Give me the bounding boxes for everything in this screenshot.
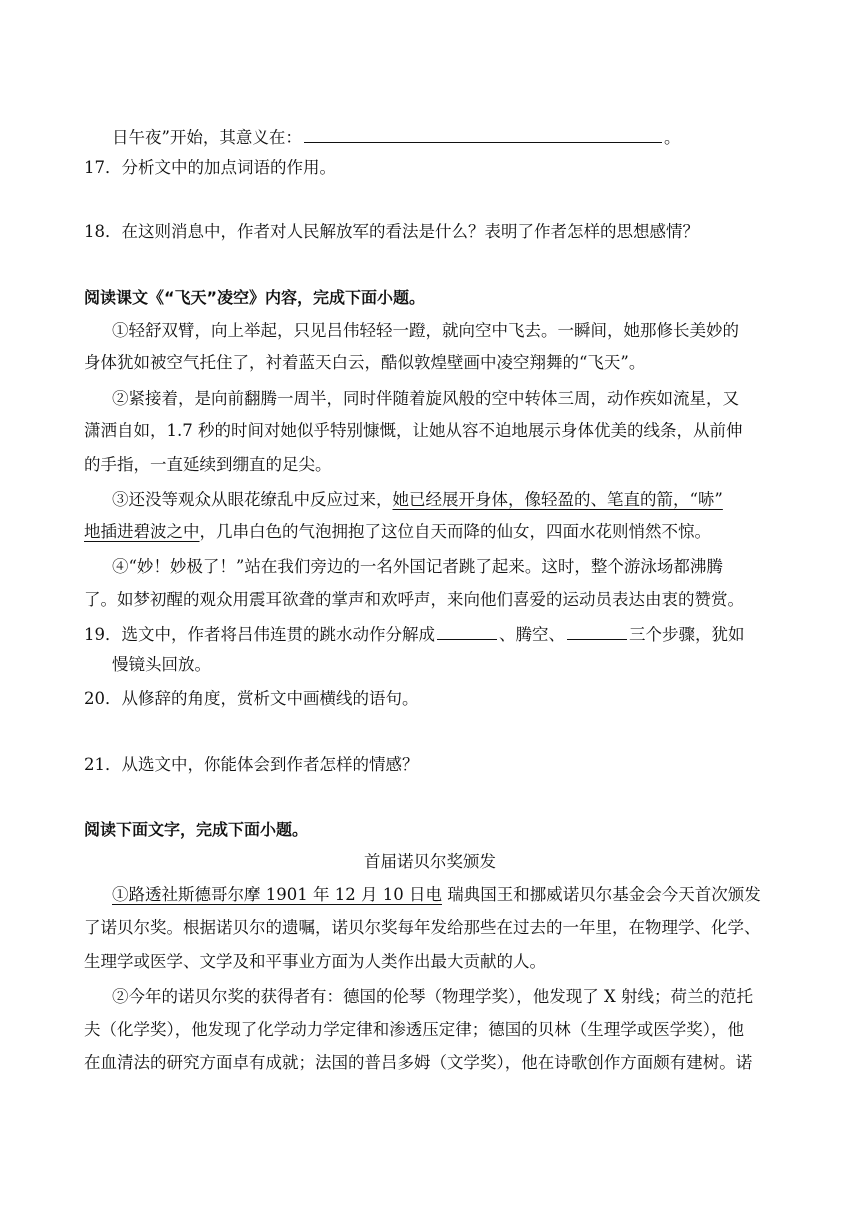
- article-title: 首届诺贝尔奖颁发: [364, 852, 496, 871]
- section-heading-feitian: 阅读课文《“飞天”凌空》内容，完成下面小题。: [84, 288, 426, 307]
- article-paragraph-2-line-3: 在血清法的研究方面卓有成就；法国的普吕多姆（文学奖），他在诗歌创作方面颇有建树。诺: [84, 1053, 753, 1072]
- paragraph-4-line-1: ④“妙！妙极了！”站在我们旁边的一名外国记者跳了起来。这时，整个游泳场都沸腾: [112, 557, 723, 576]
- q19-text-a: 19．选文中，作者将吕伟连贯的跳水动作分解成: [84, 625, 435, 644]
- question-17: 17．分析文中的加点词语的作用。: [84, 158, 336, 177]
- question-18: 18．在这则消息中，作者对人民解放军的看法是什么？表明了作者怎样的思想感情？: [84, 222, 699, 241]
- question-20: 20．从修辞的角度，赏析文中画横线的语句。: [84, 689, 419, 708]
- dateline-underlined: ①路透社斯德哥尔摩 1901 年 12 月 10 日电: [112, 885, 442, 904]
- answer-blank-1[interactable]: [437, 623, 497, 640]
- paragraph-2-line-3: 的手指，一直延续到绷直的足尖。: [84, 455, 332, 474]
- paragraph-1-line-2: 身体犹如被空气托住了，衬着蓝天白云，酷似敦煌壁画中凌空翔舞的“飞天”。: [84, 353, 646, 372]
- paragraph-3-line-1: [112, 490, 723, 510]
- paragraph-3-line-2: [84, 522, 711, 542]
- article-paragraph-1-line-2: 了诺贝尔奖。根据诺贝尔的遗嘱，诺贝尔奖每年发给那些在过去的一年里，在物理学、化学、: [84, 918, 761, 937]
- answer-blank-2[interactable]: [567, 623, 627, 640]
- paragraph-1-line-1: ①轻舒双臂，向上举起，只见吕伟轻轻一蹬，就向空中飞去。一瞬间，她那修长美妙的: [112, 321, 739, 340]
- question-16-continuation: [112, 126, 680, 148]
- paragraph-2-line-2: 潇洒自如，1.7 秒的时间对她似乎特别慷慨，让她从容不迫地展示身体优美的线条，从前伸: [84, 421, 743, 440]
- p3-text-b: ，几串白色的气泡拥抱了这位自天而降的仙女，四面水花则悄然不惊。: [199, 522, 711, 541]
- question-19: [84, 623, 745, 645]
- underlined-sentence-part-2: 地插进碧波之中: [84, 522, 200, 541]
- answer-blank[interactable]: [304, 126, 662, 143]
- article-paragraph-1-line-1: [112, 885, 761, 905]
- article-paragraph-2-line-1: ②今年的诺贝尔奖的获得者有：德国的伦琴（物理学奖），他发现了 X 射线；荷兰的范托: [112, 987, 753, 1006]
- article-paragraph-2-line-2: 夫（化学奖），他发现了化学动力学定律和渗透压定律；德国的贝林（生理学或医学奖），他: [84, 1020, 744, 1039]
- section-heading-nobel: 阅读下面文字，完成下面小题。: [84, 820, 309, 839]
- q19-text-c: 三个步骤，犹如: [629, 625, 745, 644]
- q16-end: 。: [663, 128, 681, 147]
- article-paragraph-1-line-3: 生理学或医学、文学及和平事业方面为人类作出最大贡献的人。: [84, 952, 546, 971]
- underlined-sentence-part-1: 她已经展开身体，像轻盈的、笔直的箭，“哧”: [392, 490, 723, 509]
- q16-text: 日午夜”开始，其意义在：: [112, 128, 302, 147]
- paragraph-2-line-1: ②紧接着，是向前翻腾一周半，同时伴随着旋风般的空中转体三周，动作疾如流星，又: [112, 389, 739, 408]
- article-p1-rest: 瑞典国王和挪威诺贝尔基金会今天首次颁发: [441, 885, 761, 904]
- p3-text-a: ③还没等观众从眼花缭乱中反应过来，: [112, 490, 393, 509]
- question-19-line-2: 慢镜头回放。: [112, 655, 211, 674]
- paragraph-4-line-2: 了。如梦初醒的观众用震耳欲聋的掌声和欢呼声，来向他们喜爱的运动员表达由衷的赞赏。: [84, 590, 744, 609]
- question-21: 21．从选文中，你能体会到作者怎样的情感？: [84, 755, 419, 774]
- q19-text-b: 、腾空、: [499, 625, 565, 644]
